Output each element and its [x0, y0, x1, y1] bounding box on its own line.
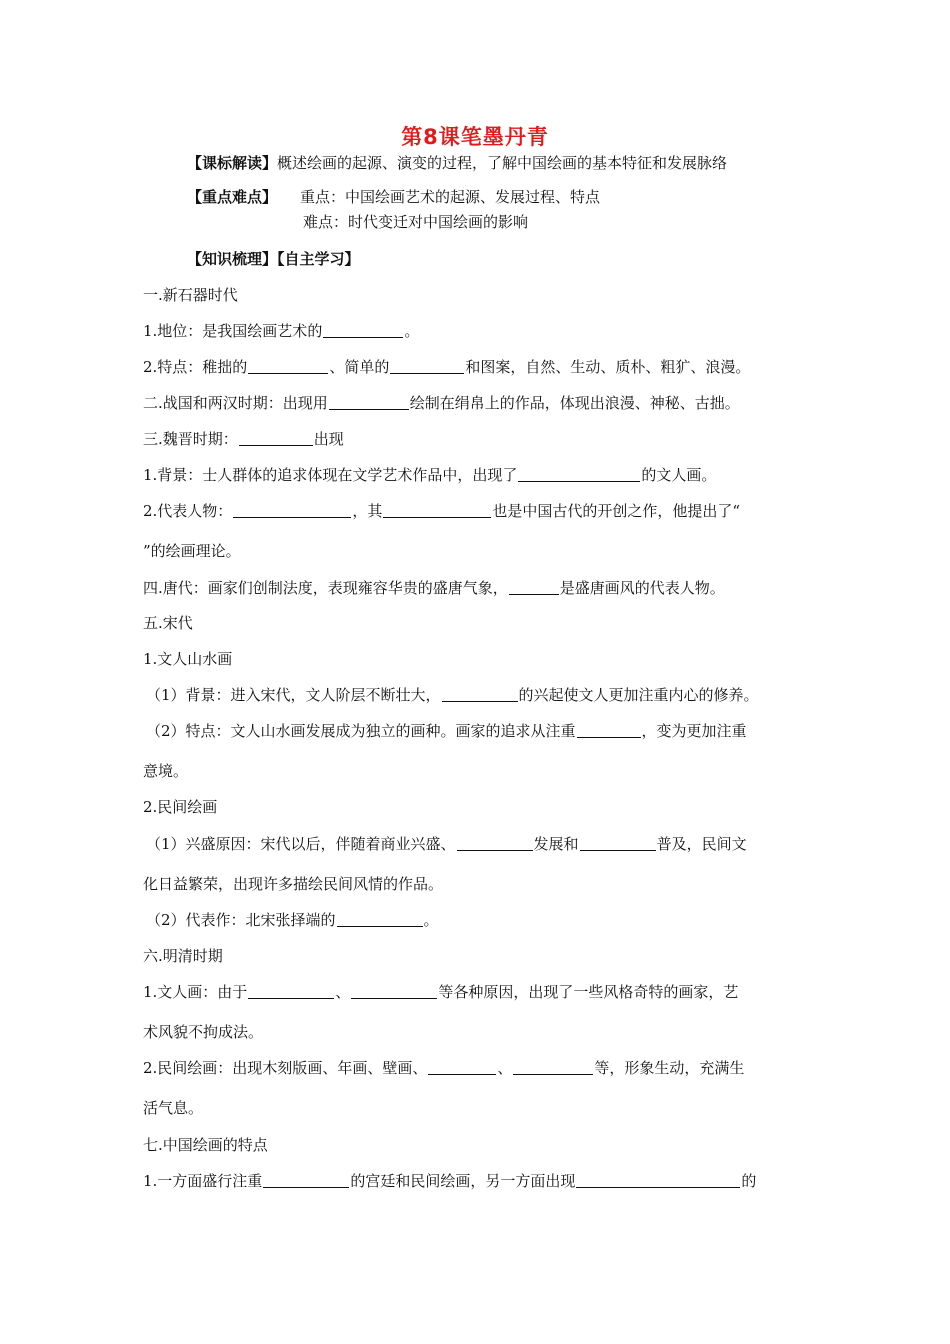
s3-line-2 [143, 501, 740, 521]
text: 出现 [313, 430, 344, 448]
s7-line-1 [143, 1171, 756, 1191]
text: ，其 [352, 502, 383, 520]
text: 三.魏晋时期： [143, 430, 238, 448]
text: 的兴起使文人更加注重内心的修养。 [518, 686, 759, 704]
text: 1.文人画：由于 [143, 983, 248, 1001]
answer-blank[interactable] [518, 466, 640, 482]
s5-point-3 [146, 834, 747, 854]
answer-blank[interactable] [577, 722, 641, 738]
s6-line-2-cont: 活气息。 [143, 1099, 204, 1117]
answer-blank[interactable] [580, 835, 656, 851]
s5-point-2 [146, 721, 747, 741]
text: 等各种原因，出现了一些风格奇特的画家，艺 [438, 983, 739, 1001]
s5-sub-2: 2.民间绘画 [143, 798, 218, 816]
answer-blank[interactable] [442, 686, 518, 702]
answer-blank[interactable] [239, 430, 313, 446]
text: 1.地位：是我国绘画艺术的 [143, 322, 323, 340]
review-label: 【知识梳理】【自主学习】 [187, 250, 360, 268]
section-7-heading: 七.中国绘画的特点 [143, 1136, 268, 1154]
text: （1）兴盛原因：宋代以后，伴随着商业兴盛、 [146, 835, 456, 853]
answer-blank[interactable] [233, 502, 351, 518]
answer-blank[interactable] [351, 983, 437, 999]
text: 绘制在绢帛上的作品，体现出浪漫、神秘、古拙。 [409, 394, 740, 412]
text: 的文人画。 [641, 466, 717, 484]
text: （1）背景：进入宋代，文人阶层不断壮大， [146, 686, 441, 704]
text: 。 [404, 322, 420, 340]
key-line [187, 187, 600, 207]
text: 二.战国和两汉时期：出现用 [143, 394, 328, 412]
answer-blank[interactable] [383, 502, 491, 518]
answer-blank[interactable] [323, 322, 403, 338]
answer-blank[interactable] [509, 579, 559, 595]
answer-blank[interactable] [248, 983, 334, 999]
s1-line-1 [143, 321, 419, 341]
s6-line-2 [143, 1058, 744, 1078]
answer-blank[interactable] [428, 1059, 496, 1075]
text: 1.一方面盛行注重 [143, 1172, 263, 1190]
text: 、 [335, 983, 351, 1001]
standard-label: 【课标解读】 [187, 154, 278, 172]
text: 2.代表人物： [143, 502, 233, 520]
answer-blank[interactable] [513, 1059, 593, 1075]
text: 、简单的 [329, 358, 390, 376]
text: 和图案，自然、生动、质朴、粗犷、浪漫。 [465, 358, 751, 376]
s5-sub-1: 1.文人山水画 [143, 650, 233, 668]
key-point: 重点：中国绘画艺术的起源、发展过程、特点 [300, 188, 601, 206]
s5-point-3-cont: 化日益繁荣，出现许多描绘民间风情的作品。 [143, 875, 444, 893]
s5-point-1 [146, 685, 759, 705]
section-1-heading: 一.新石器时代 [143, 286, 238, 304]
s3-line-3: ”的绘画理论。 [143, 542, 241, 560]
lesson-title: 第8课笔墨丹青 [401, 125, 549, 149]
section-6-heading: 六.明清时期 [143, 947, 223, 965]
text: 等，形象生动，充满生 [594, 1059, 745, 1077]
text: 普及，民间文 [656, 835, 747, 853]
text: （2）特点：文人山水画发展成为独立的画种。画家的追求从注重 [146, 722, 576, 740]
text: 的 [741, 1172, 757, 1190]
text: 。 [423, 911, 439, 929]
text: 也是中国古代的开创之作，他提出了“ [492, 502, 740, 520]
s3-line-1 [143, 465, 716, 485]
answer-blank[interactable] [337, 911, 423, 927]
text: 的宫廷和民间绘画，另一方面出现 [350, 1172, 576, 1190]
text: 发展和 [533, 835, 579, 853]
key-label: 【重点难点】 [187, 188, 278, 206]
text: 四.唐代：画家们创制法度，表现雍容华贵的盛唐气象， [143, 579, 508, 597]
s6-line-1 [143, 982, 738, 1002]
answer-blank[interactable] [576, 1172, 740, 1188]
section-3-heading [143, 429, 344, 449]
answer-blank[interactable] [248, 358, 328, 374]
answer-blank[interactable] [457, 835, 533, 851]
section-5-heading: 五.宋代 [143, 614, 193, 632]
answer-blank[interactable] [263, 1172, 349, 1188]
answer-blank[interactable] [329, 394, 409, 410]
text: 、 [497, 1059, 513, 1077]
text: 2.特点：稚拙的 [143, 358, 248, 376]
s5-point-2-cont: 意境。 [143, 762, 189, 780]
section-4 [143, 578, 725, 598]
text: （2）代表作：北宋张择端的 [146, 911, 336, 929]
difficulty-line: 难点：时代变迁对中国绘画的影响 [303, 213, 529, 231]
text: ，变为更加注重 [641, 722, 747, 740]
text: 1.背景：士人群体的追求体现在文学艺术作品中，出现了 [143, 466, 518, 484]
s6-line-1-cont: 术风貌不拘成法。 [143, 1023, 264, 1041]
answer-blank[interactable] [390, 358, 464, 374]
s1-line-2 [143, 357, 750, 377]
text: 2.民间绘画：出现木刻版画、年画、壁画、 [143, 1059, 428, 1077]
section-2 [143, 393, 740, 413]
standard-line [187, 153, 727, 173]
text: 是盛唐画风的代表人物。 [559, 579, 725, 597]
standard-text: 概述绘画的起源、演变的过程，了解中国绘画的基本特征和发展脉络 [277, 154, 728, 172]
s5-point-4 [146, 910, 439, 930]
